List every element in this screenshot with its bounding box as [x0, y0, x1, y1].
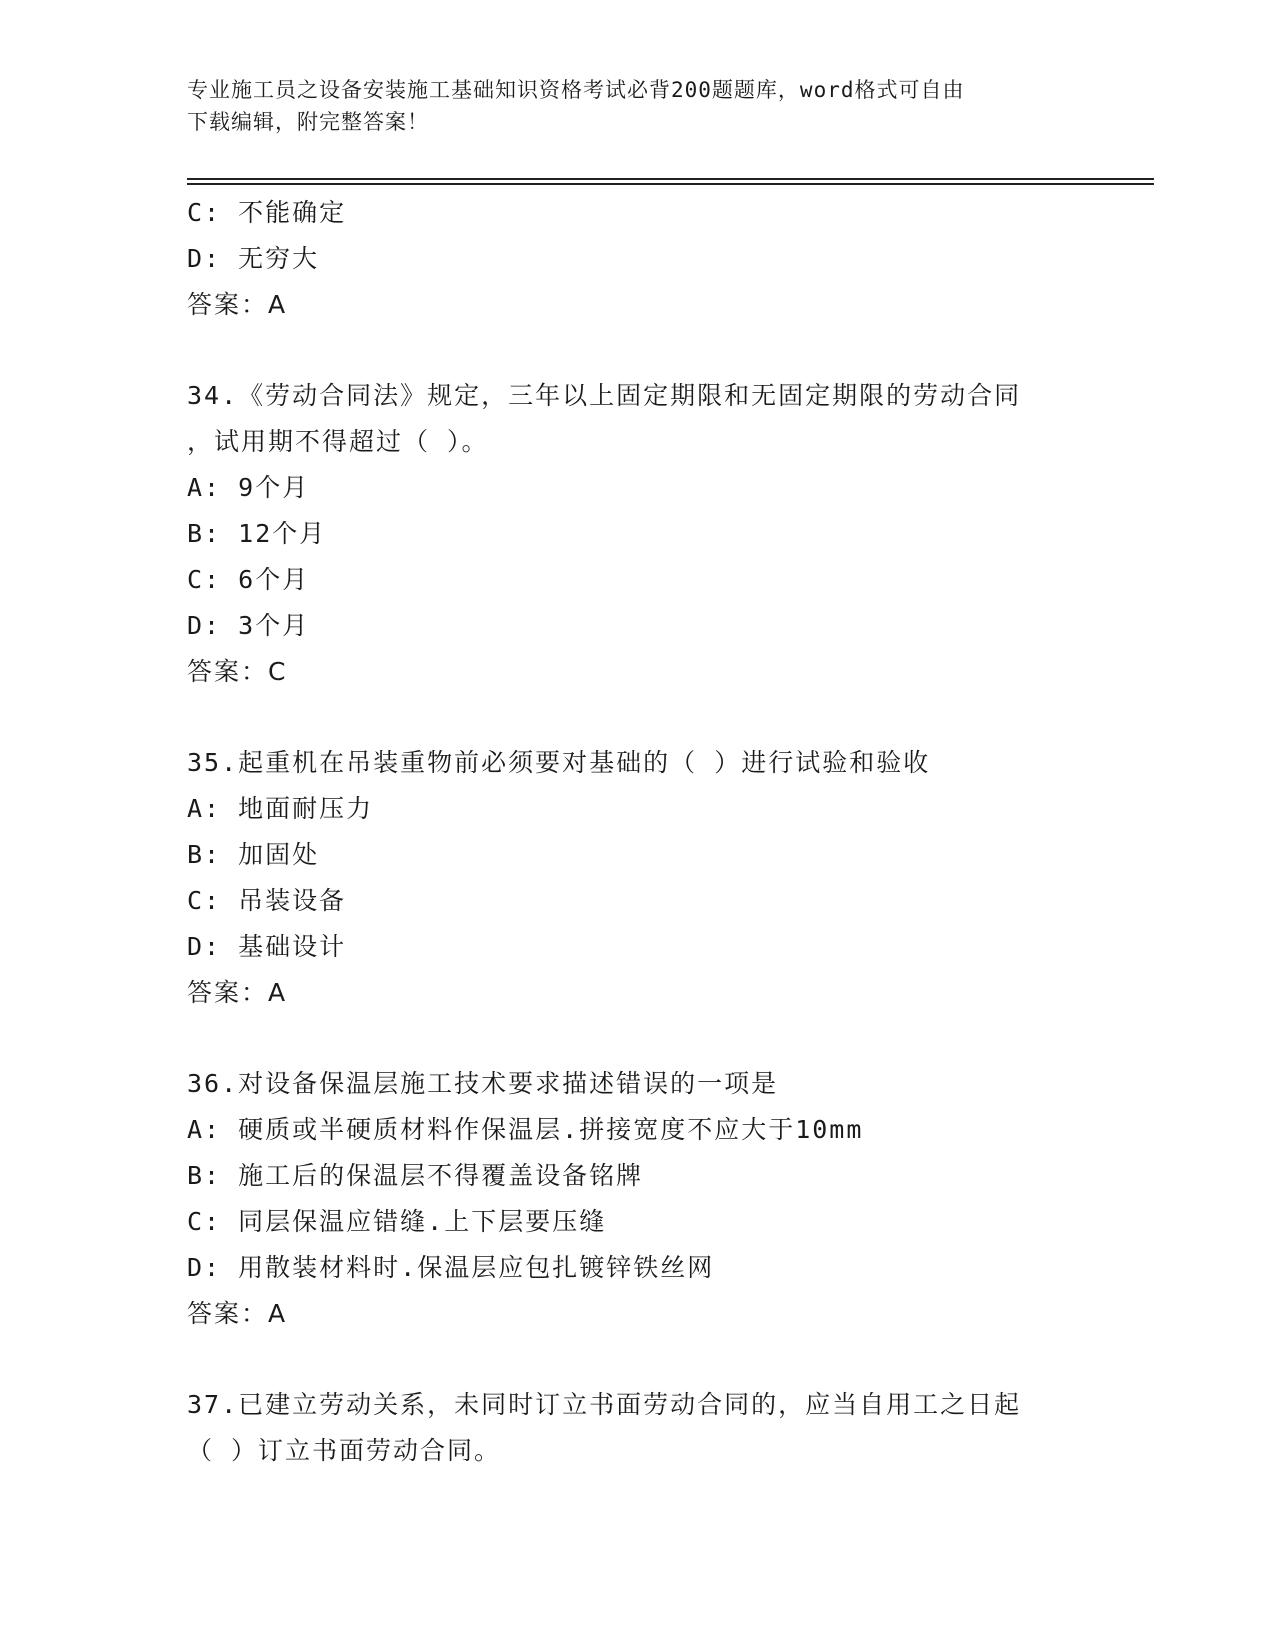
option-a: A: 地面耐压力	[187, 794, 374, 823]
question-block-35	[187, 740, 1087, 1016]
question-stem: 36.对设备保温层施工技术要求描述错误的一项是	[187, 1069, 779, 1098]
option-d: D: 基础设计	[187, 932, 347, 961]
answer-label: 答案：A	[187, 978, 288, 1007]
question-stem: 34.《劳动合同法》规定，三年以上固定期限和无固定期限的劳动合同	[187, 381, 1022, 410]
option-c: C: 同层保温应错缝.上下层要压缝	[187, 1207, 607, 1236]
answer-label: 答案：A	[187, 1299, 288, 1328]
header-divider-top	[187, 178, 1154, 180]
option-c: C: 6个月	[187, 565, 310, 594]
option-b: B: 加固处	[187, 840, 320, 869]
answer-label: 答案：A	[187, 290, 288, 319]
option-a: A: 硬质或半硬质材料作保温层.拼接宽度不应大于10mm	[187, 1115, 864, 1144]
question-stem: （ ）订立书面劳动合同。	[187, 1436, 502, 1465]
question-list	[187, 190, 1087, 1474]
option-c: C: 吊装设备	[187, 886, 347, 915]
question-block-37	[187, 1382, 1087, 1474]
question-block-33	[187, 190, 1087, 328]
option-d: D: 无穷大	[187, 244, 320, 273]
header-line-1: 专业施工员之设备安装施工基础知识资格考试必背200题题库，word格式可自由	[187, 78, 965, 102]
option-b: B: 12个月	[187, 519, 327, 548]
question-stem: 35.起重机在吊装重物前必须要对基础的（ ）进行试验和验收	[187, 748, 931, 777]
option-c: C: 不能确定	[187, 198, 347, 227]
answer-label: 答案：C	[187, 657, 288, 686]
option-d: D: 3个月	[187, 611, 310, 640]
option-d: D: 用散装材料时.保温层应包扎镀锌铁丝网	[187, 1253, 715, 1282]
question-stem: ，试用期不得超过（ ）。	[187, 427, 489, 456]
header-divider-bottom	[187, 183, 1154, 185]
option-b: B: 施工后的保温层不得覆盖设备铭牌	[187, 1161, 644, 1190]
question-block-36	[187, 1061, 1087, 1337]
document-header	[187, 74, 1067, 138]
question-block-34	[187, 373, 1087, 695]
header-line-2: 下载编辑，附完整答案！	[187, 110, 429, 134]
question-stem: 37.已建立劳动关系，未同时订立书面劳动合同的，应当自用工之日起	[187, 1390, 1022, 1419]
option-a: A: 9个月	[187, 473, 310, 502]
